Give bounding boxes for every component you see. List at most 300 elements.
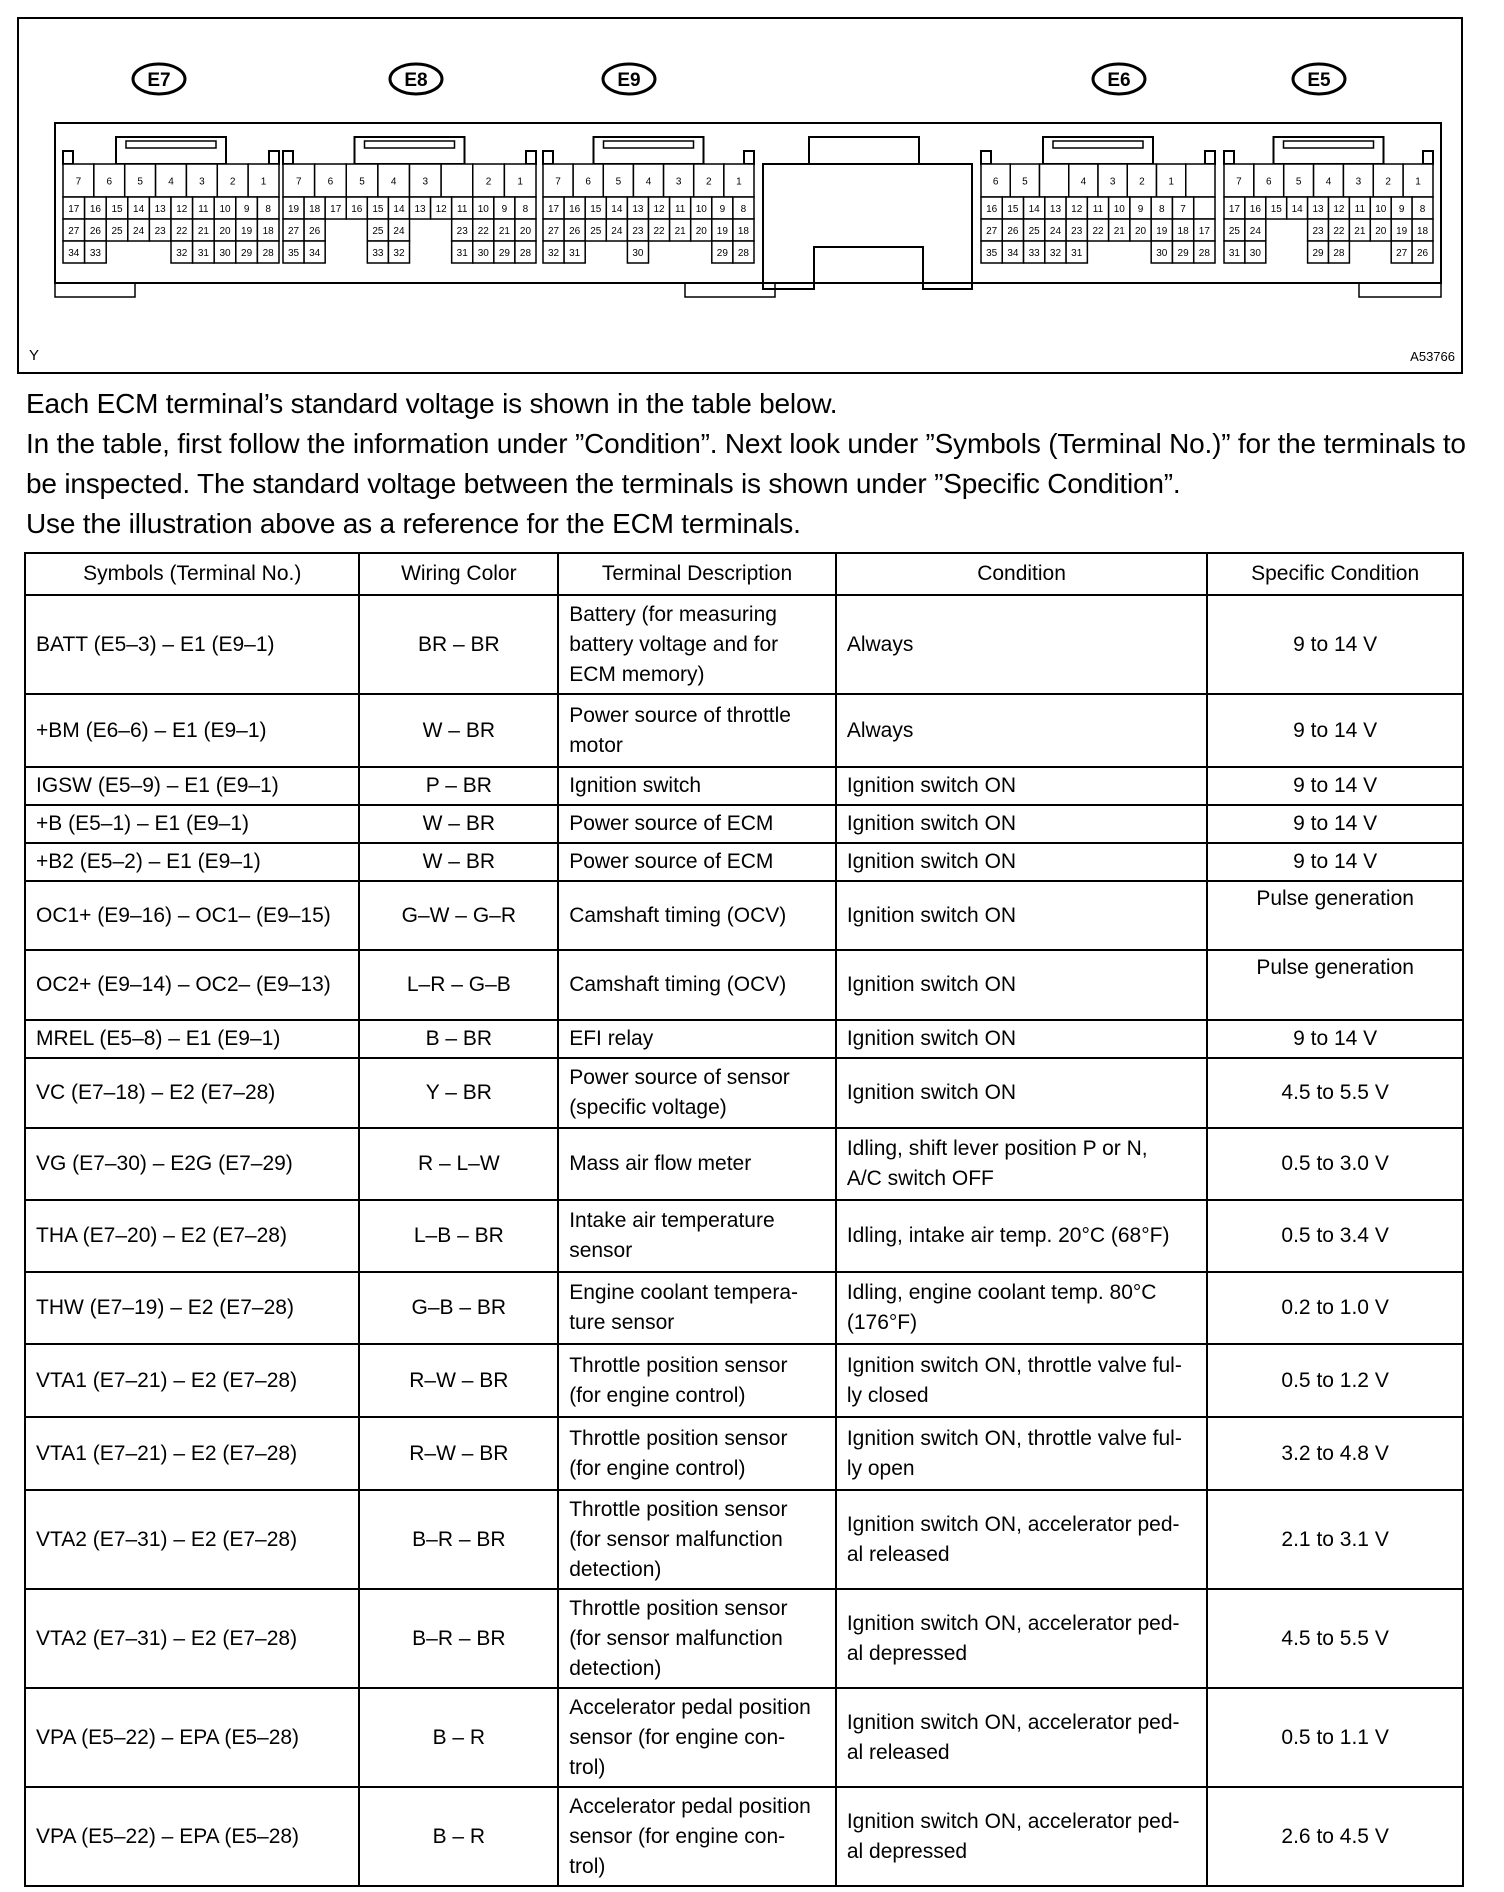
- pin-number: 11: [1354, 204, 1366, 215]
- pin-number: 21: [1113, 226, 1125, 237]
- table-row: [25, 1787, 1463, 1886]
- pin-number: 10: [1113, 204, 1125, 215]
- pin-number: 29: [241, 248, 253, 259]
- cell-condition: Ignition switch ON, accelerator ped- al released: [836, 1688, 1207, 1787]
- cell-symbols: OC1+ (E9–16) – OC1– (E9–15): [25, 881, 359, 950]
- pin-number: 30: [1249, 248, 1261, 259]
- cell-wiring-color: R – L–W: [359, 1128, 558, 1200]
- header-wiring-color: Wiring Color: [359, 553, 558, 595]
- pin-number: 31: [1071, 248, 1083, 259]
- cell-symbols: VTA2 (E7–31) – E2 (E7–28): [25, 1589, 359, 1688]
- svg-text:E5: E5: [1307, 70, 1331, 91]
- pin-number: 24: [1249, 226, 1261, 237]
- pin-number: 13: [1049, 204, 1062, 215]
- pin-number: 4: [1325, 176, 1332, 188]
- pin-number: 18: [309, 204, 321, 215]
- cell-description: Ignition switch: [558, 767, 836, 805]
- cell-symbols: +B (E5–1) – E1 (E9–1): [25, 805, 359, 843]
- pin-number: 20: [1134, 226, 1147, 237]
- pin-number: 19: [287, 204, 300, 215]
- pin-number: 24: [611, 226, 623, 237]
- cell-symbols: OC2+ (E9–14) – OC2– (E9–13): [25, 950, 359, 1020]
- pin-number: 27: [1396, 248, 1408, 259]
- pin-number: 31: [197, 248, 209, 259]
- instructions: [26, 384, 1476, 544]
- pin-number: 8: [265, 204, 271, 215]
- pin-number: 26: [569, 226, 581, 237]
- pin-number: 34: [1007, 248, 1019, 259]
- pin-number: 10: [695, 204, 707, 215]
- pin-number: 9: [719, 204, 726, 215]
- pin-number: 10: [219, 204, 231, 215]
- cell-description: Power source of sensor (specific voltage): [558, 1058, 836, 1128]
- header-condition: Condition: [836, 553, 1207, 595]
- pin-number: 6: [585, 176, 591, 188]
- pin-number: 4: [390, 176, 397, 188]
- pin-number: 29: [716, 248, 728, 259]
- pin-number: 22: [653, 226, 665, 237]
- pin-number: 5: [1022, 176, 1028, 188]
- pin-number: 1: [1168, 176, 1174, 188]
- pin-number: 14: [611, 204, 623, 215]
- cell-symbols: VC (E7–18) – E2 (E7–28): [25, 1058, 359, 1128]
- table-header-row: [25, 553, 1463, 595]
- connector-blank: [763, 137, 972, 289]
- pin-number: 17: [547, 204, 560, 215]
- pin-number: 30: [219, 248, 231, 259]
- cell-wiring-color: W – BR: [359, 694, 558, 767]
- cell-condition: Ignition switch ON: [836, 1058, 1207, 1128]
- pin-number: 22: [477, 226, 489, 237]
- cell-wiring-color: Y – BR: [359, 1058, 558, 1128]
- svg-text:E8: E8: [404, 70, 428, 91]
- cell-specific-condition: 3.2 to 4.8 V: [1207, 1417, 1463, 1490]
- pin-number: 11: [674, 204, 686, 215]
- cell-wiring-color: BR – BR: [359, 595, 558, 694]
- terminal-voltage-table: [24, 552, 1464, 1887]
- connector-e8: [283, 64, 536, 263]
- pin-number: 1: [1415, 176, 1421, 188]
- pin-number: 7: [1236, 176, 1242, 188]
- pin-number: 23: [1071, 226, 1083, 237]
- cell-condition: Idling, shift lever position P or N, A/C switch OFF: [836, 1128, 1207, 1200]
- pin-number: 20: [1375, 226, 1387, 237]
- pin-number: 7: [555, 176, 561, 188]
- pin-number: 17: [1198, 226, 1210, 237]
- intro-line: Each ECM terminal’s standard voltage is shown in the table below.: [26, 388, 838, 419]
- pin-number: 10: [477, 204, 489, 215]
- pin-number: 19: [1156, 226, 1168, 237]
- cell-wiring-color: P – BR: [359, 767, 558, 805]
- pin-number: 24: [1049, 226, 1062, 237]
- cell-symbols: VTA1 (E7–21) – E2 (E7–28): [25, 1417, 359, 1490]
- pin-number: 23: [632, 226, 644, 237]
- pin-number: 29: [498, 248, 510, 259]
- pin-number: 2: [1139, 176, 1145, 188]
- cell-wiring-color: W – BR: [359, 843, 558, 881]
- cell-symbols: VG (E7–30) – E2G (E7–29): [25, 1128, 359, 1200]
- cell-specific-condition: 9 to 14 V: [1207, 595, 1463, 694]
- cell-description: Throttle position sensor (for sensor malfunction detection): [558, 1589, 836, 1688]
- cell-description: Mass air flow meter: [558, 1128, 836, 1200]
- pin-number: 19: [1396, 226, 1408, 237]
- pin-number: 11: [457, 204, 468, 215]
- pin-number: 9: [1398, 204, 1405, 215]
- table-row: [25, 805, 1463, 843]
- connector-label: [133, 64, 185, 94]
- cell-description: Throttle position sensor (for sensor malfunction detection): [558, 1490, 836, 1589]
- pin-number: 22: [1092, 226, 1104, 237]
- housing-tab: [55, 283, 135, 297]
- cell-condition: Ignition switch ON: [836, 767, 1207, 805]
- table-row: [25, 767, 1463, 805]
- pin-number: 27: [547, 226, 560, 237]
- pin-number: 8: [1159, 204, 1165, 215]
- cell-condition: Ignition switch ON, throttle valve ful- ly open: [836, 1417, 1207, 1490]
- cell-wiring-color: B – R: [359, 1787, 558, 1886]
- pin-number: 20: [519, 226, 532, 237]
- cell-symbols: THW (E7–19) – E2 (E7–28): [25, 1272, 359, 1344]
- cell-symbols: +B2 (E5–2) – E1 (E9–1): [25, 843, 359, 881]
- pin-number: 10: [1375, 204, 1387, 215]
- cell-condition: Ignition switch ON, throttle valve ful- ly closed: [836, 1344, 1207, 1417]
- pin-number: 30: [477, 248, 489, 259]
- cell-condition: Ignition switch ON, accelerator ped- al depressed: [836, 1589, 1207, 1688]
- pin-number: 31: [569, 248, 581, 259]
- cell-specific-condition: 2.1 to 3.1 V: [1207, 1490, 1463, 1589]
- pin-number: 32: [547, 248, 560, 259]
- pin-number: 26: [309, 226, 321, 237]
- pin-number: 3: [199, 176, 205, 188]
- cell-wiring-color: L–B – BR: [359, 1200, 558, 1272]
- pin-number: 26: [1416, 248, 1429, 259]
- cell-condition: Always: [836, 595, 1207, 694]
- cell-condition: Ignition switch ON, accelerator ped- al released: [836, 1490, 1207, 1589]
- pin-number: 31: [1228, 248, 1241, 259]
- cell-specific-condition: 4.5 to 5.5 V: [1207, 1589, 1463, 1688]
- pin-number: 13: [154, 204, 166, 215]
- cell-condition: Ignition switch ON: [836, 881, 1207, 950]
- cell-description: EFI relay: [558, 1020, 836, 1058]
- cell-specific-condition: 0.5 to 1.1 V: [1207, 1688, 1463, 1787]
- pin-number: 34: [309, 248, 321, 259]
- pin-number: 16: [1249, 204, 1261, 215]
- table-row: [25, 1490, 1463, 1589]
- pin-number: 22: [176, 226, 188, 237]
- table-row: [25, 1272, 1463, 1344]
- pin-number: 4: [645, 176, 652, 188]
- pin-number: 22: [1333, 226, 1345, 237]
- pin-number: 12: [1071, 204, 1083, 215]
- pin-number: 29: [1177, 248, 1189, 259]
- cell-description: Camshaft timing (OCV): [558, 950, 836, 1020]
- connector-label: [390, 64, 442, 94]
- pin-number: 13: [414, 204, 426, 215]
- pin-number: 7: [1180, 204, 1186, 215]
- cell-condition: Ignition switch ON: [836, 843, 1207, 881]
- cell-condition: Ignition switch ON: [836, 1020, 1207, 1058]
- table-row: [25, 950, 1463, 1020]
- header-symbols: Symbols (Terminal No.): [25, 553, 359, 595]
- pin-number: 34: [68, 248, 80, 259]
- pin-number: 16: [569, 204, 581, 215]
- cell-specific-condition: 9 to 14 V: [1207, 1020, 1463, 1058]
- pin-number: 23: [456, 226, 468, 237]
- pin-number: 15: [1007, 204, 1019, 215]
- cell-symbols: +BM (E6–6) – E1 (E9–1): [25, 694, 359, 767]
- pin-number: 18: [737, 226, 750, 237]
- pin-number: 25: [590, 226, 602, 237]
- pin-number: 28: [519, 248, 532, 259]
- pin-number: 1: [260, 176, 267, 188]
- pin-number: 2: [706, 176, 712, 188]
- pin-number: 3: [422, 176, 429, 188]
- cell-specific-condition: 9 to 14 V: [1207, 767, 1463, 805]
- cell-wiring-color: W – BR: [359, 805, 558, 843]
- pin-number: 33: [1028, 248, 1040, 259]
- cell-wiring-color: B – BR: [359, 1020, 558, 1058]
- pin-number: 2: [229, 176, 236, 188]
- intro-line: Use the illustration above as a reference for the ECM terminals.: [26, 508, 801, 539]
- pin-number: 25: [372, 226, 384, 237]
- cell-wiring-color: B–R – BR: [359, 1589, 558, 1688]
- pin-number: 23: [154, 226, 166, 237]
- pin-number: 15: [372, 204, 384, 215]
- cell-wiring-color: L–R – G–B: [359, 950, 558, 1020]
- cell-wiring-color: B–R – BR: [359, 1490, 558, 1589]
- pin-number: 33: [89, 248, 101, 259]
- svg-text:E9: E9: [617, 70, 641, 91]
- pin-number: 26: [89, 226, 101, 237]
- pin-number: 2: [1385, 176, 1391, 188]
- table-row: [25, 1020, 1463, 1058]
- cell-wiring-color: R–W – BR: [359, 1417, 558, 1490]
- pin-number: 7: [75, 176, 82, 188]
- cell-symbols: VTA2 (E7–31) – E2 (E7–28): [25, 1490, 359, 1589]
- pin-number: 5: [137, 176, 143, 188]
- table-row: [25, 1344, 1463, 1417]
- cell-specific-condition: 2.6 to 4.5 V: [1207, 1787, 1463, 1886]
- pin-number: 4: [1080, 176, 1087, 188]
- connector-label: [1093, 64, 1145, 94]
- pin: [1040, 164, 1069, 197]
- pin-number: 28: [1198, 248, 1210, 259]
- cell-symbols: VTA1 (E7–21) – E2 (E7–28): [25, 1344, 359, 1417]
- pin-number: 35: [287, 248, 300, 259]
- cell-symbols: BATT (E5–3) – E1 (E9–1): [25, 595, 359, 694]
- cell-specific-condition: 4.5 to 5.5 V: [1207, 1058, 1463, 1128]
- pin-number: 9: [501, 204, 508, 215]
- pin-number: 29: [1312, 248, 1324, 259]
- pin-number: 27: [986, 226, 998, 237]
- pin-number: 5: [615, 176, 622, 188]
- cell-symbols: IGSW (E5–9) – E1 (E9–1): [25, 767, 359, 805]
- table-row: [25, 843, 1463, 881]
- cell-condition: Ignition switch ON, accelerator ped- al depressed: [836, 1787, 1207, 1886]
- connector-e9: [543, 64, 754, 263]
- pin-number: 17: [330, 204, 342, 215]
- cell-wiring-color: B – R: [359, 1688, 558, 1787]
- pin-number: 16: [89, 204, 101, 215]
- pin-number: 12: [653, 204, 665, 215]
- pin-number: 18: [1416, 226, 1429, 237]
- pin-number: 35: [986, 248, 998, 259]
- pin-number: 5: [1295, 176, 1302, 188]
- connector-e5: [1224, 64, 1433, 263]
- connector-e6: [981, 64, 1215, 263]
- header-specific-condition: Specific Condition: [1207, 553, 1463, 595]
- cell-description: Battery (for measuring battery voltage and for ECM memory): [558, 595, 836, 694]
- pin-number: 12: [1333, 204, 1345, 215]
- pin-number: 32: [393, 248, 405, 259]
- ecm-connector-diagram: [17, 17, 1463, 374]
- pin-number: 20: [219, 226, 231, 237]
- header-description: Terminal Description: [558, 553, 836, 595]
- cell-specific-condition: 9 to 14 V: [1207, 694, 1463, 767]
- pin-number: 18: [1177, 226, 1189, 237]
- pin-number: 9: [243, 204, 250, 215]
- pin-number: 16: [986, 204, 998, 215]
- pin-number: 6: [106, 176, 113, 188]
- pin-number: 8: [522, 204, 529, 215]
- pin-number: 8: [1419, 204, 1426, 215]
- pin-number: 2: [485, 176, 492, 188]
- pin-number: 21: [498, 226, 510, 237]
- housing-tab: [685, 283, 775, 297]
- pin-number: 11: [1092, 204, 1104, 215]
- cell-specific-condition: 0.2 to 1.0 V: [1207, 1272, 1463, 1344]
- pin-number: 12: [435, 204, 447, 215]
- pin-number: 26: [1007, 226, 1019, 237]
- pin: [441, 164, 473, 197]
- pin-number: 27: [68, 226, 80, 237]
- pin-number: 25: [1228, 226, 1241, 237]
- table-row: [25, 1128, 1463, 1200]
- pin-number: 25: [111, 226, 123, 237]
- table-row: [25, 595, 1463, 694]
- cell-condition: Idling, engine coolant temp. 80°C (176°F): [836, 1272, 1207, 1344]
- cell-specific-condition: 9 to 14 V: [1207, 843, 1463, 881]
- cell-specific-condition: 9 to 14 V: [1207, 805, 1463, 843]
- pin: [1194, 197, 1215, 219]
- connector-label: [603, 64, 655, 94]
- pin-number: 5: [359, 176, 365, 188]
- cell-symbols: THA (E7–20) – E2 (E7–28): [25, 1200, 359, 1272]
- cell-condition: Idling, intake air temp. 20°C (68°F): [836, 1200, 1207, 1272]
- pin-number: 21: [1354, 226, 1366, 237]
- cell-symbols: VPA (E5–22) – EPA (E5–28): [25, 1787, 359, 1886]
- cell-wiring-color: G–B – BR: [359, 1272, 558, 1344]
- pin-number: 15: [111, 204, 123, 215]
- cell-description: Accelerator pedal position sensor (for engine con- trol): [558, 1787, 836, 1886]
- table-row: [25, 694, 1463, 767]
- pin-number: 17: [1228, 204, 1241, 215]
- pin-number: 1: [736, 176, 742, 188]
- pin-number: 13: [632, 204, 644, 215]
- cell-specific-condition: Pulse generation: [1207, 950, 1463, 1020]
- table-row: [25, 1417, 1463, 1490]
- pin-number: 12: [176, 204, 188, 215]
- cell-condition: Ignition switch ON: [836, 805, 1207, 843]
- connector-e7: [63, 64, 279, 263]
- pin-number: 19: [716, 226, 728, 237]
- pin-number: 9: [1137, 204, 1144, 215]
- cell-specific-condition: 0.5 to 1.2 V: [1207, 1344, 1463, 1417]
- pin-number: 30: [1156, 248, 1168, 259]
- pin-number: 21: [674, 226, 686, 237]
- pin-number: 14: [1291, 204, 1303, 215]
- table-row: [25, 1589, 1463, 1688]
- pin-number: 13: [1312, 204, 1324, 215]
- pin-number: 27: [287, 226, 300, 237]
- pin-number: 17: [68, 204, 80, 215]
- pin-number: 24: [393, 226, 405, 237]
- pin-number: 16: [351, 204, 363, 215]
- cell-specific-condition: Pulse generation: [1207, 881, 1463, 950]
- pin-number: 15: [1270, 204, 1282, 215]
- pin-number: 7: [296, 176, 302, 188]
- pin-number: 6: [327, 176, 334, 188]
- pin-number: 32: [176, 248, 188, 259]
- pin-number: 3: [1109, 176, 1116, 188]
- pin-number: 23: [1312, 226, 1324, 237]
- pin-number: 8: [740, 204, 747, 215]
- pin-number: 1: [517, 176, 523, 188]
- pin-number: 25: [1028, 226, 1040, 237]
- pin-number: 19: [241, 226, 253, 237]
- cell-condition: Always: [836, 694, 1207, 767]
- pin-number: 30: [632, 248, 644, 259]
- cell-condition: Ignition switch ON: [836, 950, 1207, 1020]
- pin-number: 18: [262, 226, 274, 237]
- housing-tab: [1359, 283, 1441, 297]
- pin: [1186, 164, 1215, 197]
- pin-number: 6: [1266, 176, 1272, 188]
- connector-label: [1293, 64, 1345, 94]
- pin-number: 6: [992, 176, 999, 188]
- cell-symbols: MREL (E5–8) – E1 (E9–1): [25, 1020, 359, 1058]
- pin-number: 3: [675, 176, 682, 188]
- pin-number: 21: [197, 226, 209, 237]
- cell-description: Power source of throttle motor: [558, 694, 836, 767]
- cell-description: Accelerator pedal position sensor (for engine con- trol): [558, 1688, 836, 1787]
- figure-code: A53766: [1410, 349, 1455, 364]
- cell-description: Throttle position sensor (for engine control): [558, 1344, 836, 1417]
- cell-description: Throttle position sensor (for engine control): [558, 1417, 836, 1490]
- cell-specific-condition: 0.5 to 3.4 V: [1207, 1200, 1463, 1272]
- svg-text:E7: E7: [147, 70, 171, 91]
- pin-number: 33: [372, 248, 384, 259]
- cell-specific-condition: 0.5 to 3.0 V: [1207, 1128, 1463, 1200]
- cell-description: Engine coolant tempera- ture sensor: [558, 1272, 836, 1344]
- pin-number: 4: [168, 176, 174, 188]
- corner-label: Y: [29, 347, 40, 364]
- cell-description: Camshaft timing (OCV): [558, 881, 836, 950]
- cell-description: Power source of ECM: [558, 843, 836, 881]
- pin-number: 28: [1333, 248, 1345, 259]
- cell-description: Power source of ECM: [558, 805, 836, 843]
- pin-number: 14: [1028, 204, 1040, 215]
- pin-number: 28: [737, 248, 750, 259]
- pin-number: 3: [1355, 176, 1362, 188]
- pin-number: 31: [456, 248, 468, 259]
- table-row: [25, 1058, 1463, 1128]
- pin-number: 14: [133, 204, 145, 215]
- pin-number: 14: [393, 204, 405, 215]
- cell-symbols: VPA (E5–22) – EPA (E5–28): [25, 1688, 359, 1787]
- pin-number: 15: [590, 204, 602, 215]
- pin-number: 11: [198, 204, 209, 215]
